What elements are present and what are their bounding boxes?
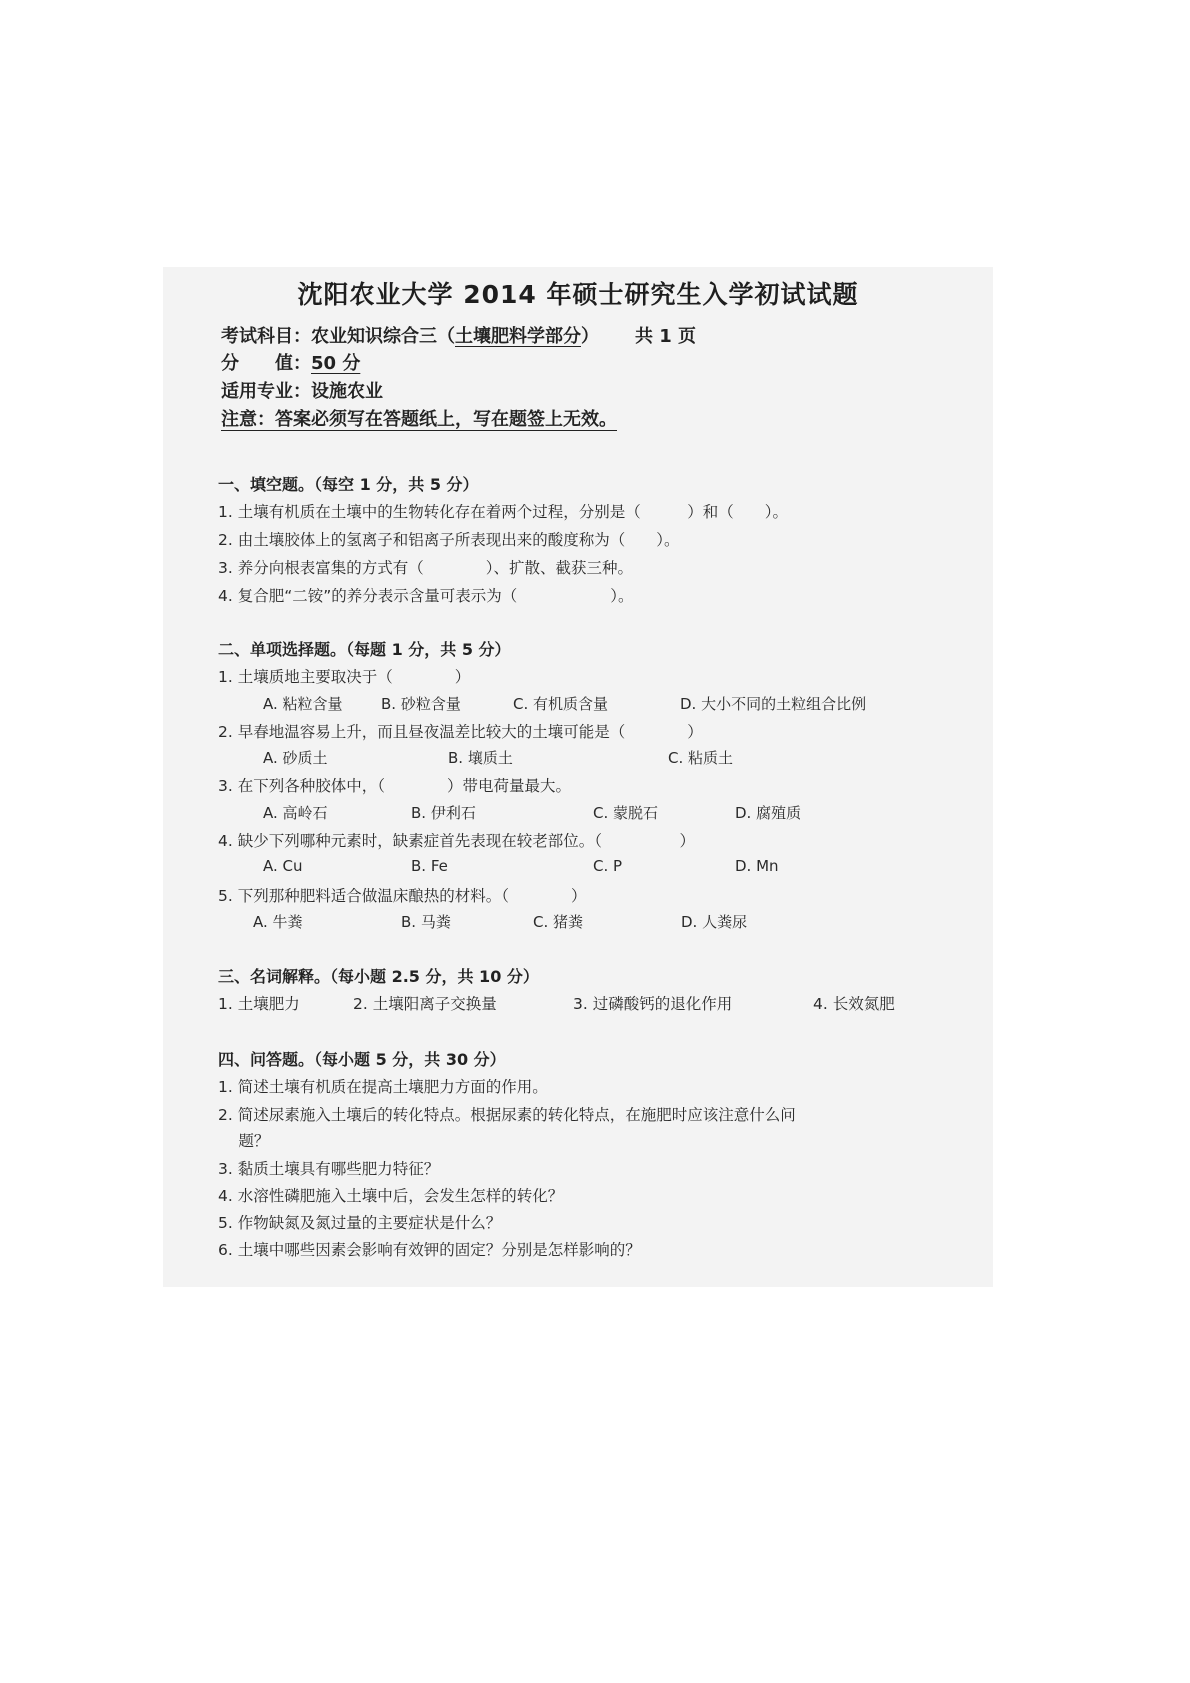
choice-3-option-d: D. 腐殖质 — [735, 804, 802, 822]
term-1: 1. 土壤肥力 — [218, 995, 300, 1013]
subject-main: 农业知识综合三（ — [311, 326, 455, 347]
choice-4-option-d: D. Mn — [735, 857, 779, 875]
section-1-heading: 一、填空题。（每空 1 分，共 5 分） — [218, 475, 479, 494]
choice-3-option-a: A. 高岭石 — [263, 804, 328, 822]
choice-2-option-a: A. 砂质土 — [263, 749, 328, 767]
term-4: 4. 长效氮肥 — [813, 995, 895, 1013]
subject-label: 考试科目： — [221, 326, 311, 347]
essay-question-1: 1. 简述土壤有机质在提高土壤肥力方面的作用。 — [218, 1078, 548, 1096]
essay-question-6: 6. 土壤中哪些因素会影响有效钾的固定？分别是怎样影响的？ — [218, 1241, 641, 1259]
choice-question-5: 5. 下列那种肥料适合做温床酿热的材料。（ ） — [218, 887, 587, 905]
essay-question-3: 3. 黏质土壤具有哪些肥力特征？ — [218, 1160, 440, 1178]
section-2-heading: 二、单项选择题。（每题 1 分，共 5 分） — [218, 640, 511, 659]
fill-question-2: 2. 由土壤胶体上的氢离子和铝离子所表现出来的酸度称为（ ）。 — [218, 531, 680, 549]
choice-question-3: 3. 在下列各种胶体中，（ ）带电荷量最大。 — [218, 777, 571, 795]
choice-1-option-c: C. 有机质含量 — [513, 695, 609, 713]
choice-1-option-a: A. 粘粒含量 — [263, 695, 343, 713]
section-4-heading: 四、问答题。（每小题 5 分，共 30 分） — [218, 1050, 506, 1069]
choice-question-1: 1. 土壤质地主要取决于（ ） — [218, 668, 471, 686]
exam-title: 沈阳农业大学 2014 年硕士研究生入学初试试题 — [297, 280, 859, 309]
notice: 注意：答案必须写在答题纸上，写在题签上无效。 — [221, 409, 617, 430]
choice-3-option-c: C. 蒙脱石 — [593, 804, 659, 822]
choice-5-option-b: B. 马粪 — [401, 913, 451, 931]
essay-question-2-cont: 题？ — [218, 1132, 270, 1150]
choice-1-option-b: B. 砂粒含量 — [381, 695, 461, 713]
choice-question-2: 2. 早春地温容易上升，而且昼夜温差比较大的土壤可能是（ ） — [218, 723, 703, 741]
fill-question-4: 4. 复合肥“二铵”的养分表示含量可表示为（ ）。 — [218, 587, 634, 605]
choice-4-option-a: A. Cu — [263, 857, 303, 875]
major-line — [221, 377, 383, 403]
term-2: 2. 土壤阳离子交换量 — [353, 995, 497, 1013]
major-label: 适用专业： — [221, 381, 311, 402]
term-3: 3. 过磷酸钙的退化作用 — [573, 995, 733, 1013]
score-label: 分 值： — [221, 353, 311, 374]
subject-line — [221, 322, 696, 348]
subject-part: 土壤肥料学部分 — [455, 326, 581, 347]
choice-question-4: 4. 缺少下列哪种元素时，缺素症首先表现在较老部位。（ ） — [218, 832, 695, 850]
major-value: 设施农业 — [311, 381, 383, 402]
fill-question-1: 1. 土壤有机质在土壤中的生物转化存在着两个过程，分别是（ ）和（ ）。 — [218, 503, 788, 521]
choice-4-option-b: B. Fe — [411, 857, 448, 875]
choice-5-option-c: C. 猪粪 — [533, 913, 584, 931]
essay-question-4: 4. 水溶性磷肥施入土壤中后，会发生怎样的转化？ — [218, 1187, 564, 1205]
exam-sheet — [163, 267, 993, 1287]
fill-question-3: 3. 养分向根表富集的方式有（ ）、扩散、截获三种。 — [218, 559, 633, 577]
choice-2-option-b: B. 壤质土 — [448, 749, 513, 767]
choice-1-option-d: D. 大小不同的土粒组合比例 — [680, 695, 867, 713]
essay-question-2: 2. 简述尿素施入土壤后的转化特点。根据尿素的转化特点，在施肥时应该注意什么问 — [218, 1106, 796, 1124]
choice-5-option-d: D. 人粪尿 — [681, 913, 748, 931]
subject-close: ） — [581, 326, 599, 347]
score-value: 50 分 — [311, 353, 361, 374]
choice-2-option-c: C. 粘质土 — [668, 749, 734, 767]
choice-4-option-c: C. P — [593, 857, 623, 875]
choice-3-option-b: B. 伊利石 — [411, 804, 476, 822]
essay-question-5: 5. 作物缺氮及氮过量的主要症状是什么？ — [218, 1214, 502, 1232]
section-3-heading: 三、名词解释。（每小题 2.5 分，共 10 分） — [218, 967, 539, 986]
page-count: 共 1 页 — [635, 326, 697, 347]
score-line — [221, 349, 360, 375]
choice-5-option-a: A. 牛粪 — [253, 913, 303, 931]
